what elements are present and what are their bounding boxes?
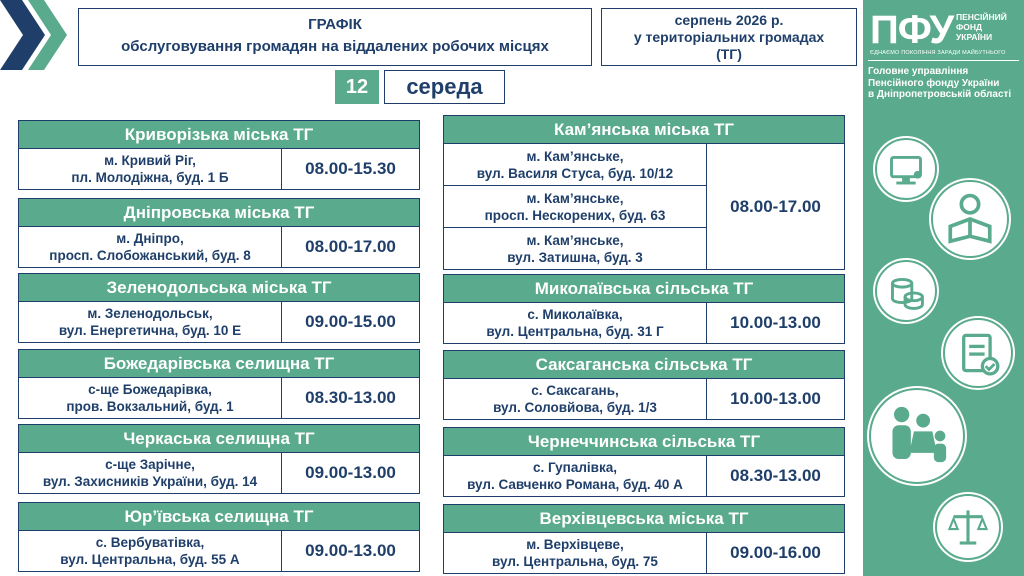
- community-card: [18, 120, 420, 190]
- address: [19, 227, 281, 267]
- address-line: просп. Нескорених, буд. 63: [484, 207, 666, 223]
- family-icon: [869, 388, 965, 484]
- community-name: Саксаганська сільська ТГ: [444, 351, 844, 378]
- address-line: с-ще Зарічне,: [105, 457, 195, 472]
- community-name: Божедарівська селищна ТГ: [19, 350, 419, 377]
- address-line: м. Верхівцеве,: [526, 537, 624, 552]
- working-hours: 08.30-13.00: [281, 378, 419, 418]
- address-line: м. Кам’янське,: [526, 148, 624, 164]
- community-name: Кам’янська міська ТГ: [444, 116, 844, 143]
- period-abbr: (ТГ): [716, 46, 742, 62]
- community-name: Верхівцевська міська ТГ: [444, 505, 844, 532]
- checklist-icon: [943, 318, 1013, 388]
- address: [19, 531, 281, 571]
- period-month: серпень 2026 р.: [674, 12, 784, 28]
- community-card: [443, 115, 845, 270]
- chevron-arrows-icon: [0, 0, 80, 70]
- coins-icon: [875, 260, 937, 322]
- date-weekday: середа: [384, 70, 505, 104]
- address-line: с. Саксагань,: [531, 383, 619, 398]
- address-line: м. Кам’янське,: [526, 190, 624, 206]
- address: [19, 453, 281, 493]
- address-line: вул. Захисників України, буд. 14: [42, 474, 258, 489]
- community-card: [443, 427, 845, 497]
- address: [19, 378, 281, 418]
- address-line: вул. Соловйова, буд. 1/3: [493, 400, 657, 415]
- community-card: [443, 350, 845, 420]
- date-number: 12: [335, 70, 379, 104]
- address: [19, 302, 281, 342]
- address-line: м. Кривий Ріг,: [104, 153, 196, 168]
- address: [444, 186, 706, 228]
- pfu-logo-subtext: ПЕНСІЙНИЙ ФОНД УКРАЇНИ: [956, 12, 1007, 42]
- address-line: вул. Савченко Романа, буд. 40 А: [467, 477, 683, 492]
- organization-name: [868, 66, 1020, 101]
- working-hours: 09.00-13.00: [281, 531, 419, 571]
- working-hours: 08.00-15.30: [281, 149, 419, 189]
- address-line: вул. Центральна, буд. 31 Г: [486, 324, 664, 339]
- address-line: вул. Василя Стуса, буд. 10/12: [476, 165, 674, 181]
- community-name: Криворізька міська ТГ: [19, 121, 419, 148]
- community-name: Юр’ївська селищна ТГ: [19, 503, 419, 530]
- address: [19, 149, 281, 189]
- page-title: ГРАФІК: [308, 16, 362, 33]
- org-line-3: в Дніпропетровській області: [868, 89, 1012, 100]
- working-hours: 10.00-13.00: [706, 379, 844, 419]
- working-hours: 09.00-16.00: [706, 533, 844, 573]
- community-name: Миколаївська сільська ТГ: [444, 275, 844, 302]
- address-line: м. Зеленодольськ,: [87, 306, 213, 321]
- working-hours: 08.00-17.00: [281, 227, 419, 267]
- working-hours: 10.00-13.00: [706, 303, 844, 343]
- period-scope: у територіальних громадах: [633, 29, 825, 45]
- person-reading-icon: [931, 180, 1009, 258]
- address-line: просп. Слобожанський, буд. 8: [49, 248, 251, 263]
- working-hours: 09.00-13.00: [281, 453, 419, 493]
- org-line-1: Головне управління: [868, 66, 969, 77]
- community-name: Чернеччинська сільська ТГ: [444, 428, 844, 455]
- address-line: с-ще Божедарівка,: [88, 382, 212, 397]
- community-card: [18, 349, 420, 419]
- community-card: [18, 502, 420, 572]
- community-card: [18, 424, 420, 494]
- pfu-logo-text: ПФУ: [870, 8, 954, 52]
- working-hours: 09.00-15.00: [281, 302, 419, 342]
- address-line: с. Гупалівка,: [533, 460, 617, 475]
- address-line: пл. Молодіжна, буд. 1 Б: [71, 170, 229, 185]
- address: [444, 144, 706, 186]
- address-line: с. Миколаївка,: [527, 307, 623, 322]
- sidebar: [863, 0, 1024, 576]
- org-line-2: Пенсійного фонду України: [868, 77, 1000, 89]
- address: [444, 456, 706, 496]
- community-card: [443, 504, 845, 574]
- address-line: м. Дніпро,: [116, 231, 184, 246]
- address-line: с. Вербуватівка,: [95, 535, 205, 550]
- pfu-slogan: ЄДНАЄМО ПОКОЛІННЯ ЗАРАДИ МАЙБУТНЬОГО: [870, 50, 1006, 56]
- working-hours: 08.30-13.00: [706, 456, 844, 496]
- community-card: [443, 274, 845, 344]
- computer-icon: [875, 138, 937, 200]
- address: [444, 379, 706, 419]
- page-subtitle: обслуговування громадян на віддалених робочих місцях: [121, 38, 549, 55]
- scales-icon: [935, 494, 1001, 560]
- schedule-title-box: [78, 8, 592, 66]
- address: [444, 228, 706, 269]
- community-name: Черкаська селищна ТГ: [19, 425, 419, 452]
- community-name: Зеленодольська міська ТГ: [19, 274, 419, 301]
- address: [444, 533, 706, 573]
- address-line: вул. Енергетична, буд. 10 Е: [58, 323, 242, 338]
- address-line: вул. Центральна, буд. 55 А: [60, 552, 240, 567]
- community-name: Дніпровська міська ТГ: [19, 199, 419, 226]
- working-hours: 08.00-17.00: [706, 144, 844, 269]
- community-card: [18, 198, 420, 268]
- address-line: вул. Затишна, буд. 3: [507, 249, 643, 265]
- community-card: [18, 273, 420, 343]
- address: [444, 303, 706, 343]
- address-line: пров. Вокзальний, буд. 1: [66, 399, 234, 414]
- pfu-logo: [870, 8, 1007, 52]
- address-line: вул. Центральна, буд. 75: [492, 554, 658, 569]
- sidebar-divider: [868, 60, 1019, 61]
- period-box: [601, 8, 857, 66]
- address-line: м. Кам’янське,: [526, 232, 624, 248]
